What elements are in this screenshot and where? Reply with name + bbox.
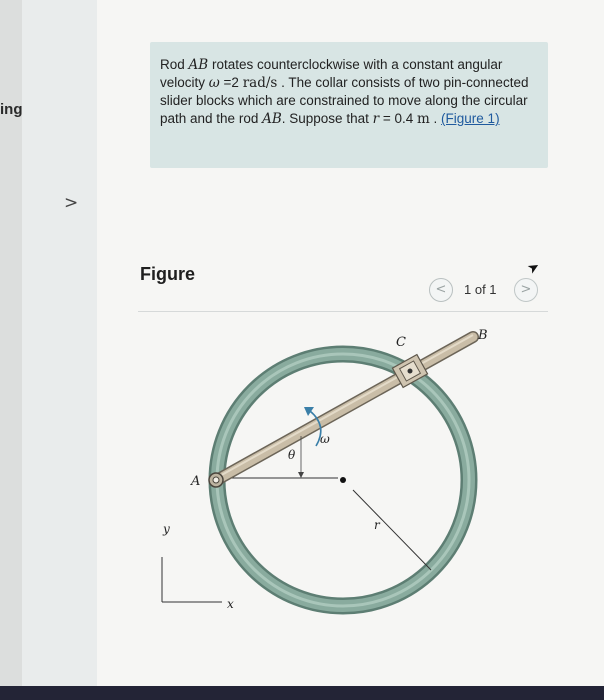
radius-label: r — [374, 518, 380, 532]
omega-label: ω — [320, 432, 330, 446]
x-axis-label: x — [227, 597, 234, 611]
problem-text-5: . Suppose that — [281, 111, 373, 126]
sidebar-label[interactable]: ing — [0, 101, 23, 118]
problem-text-3: =2 — [219, 75, 243, 90]
prev-figure-button[interactable]: < — [429, 278, 453, 302]
omega-symbol: ω — [208, 75, 220, 91]
y-axis-label: y — [163, 522, 170, 536]
problem-text-6: = 0.4 — [379, 111, 417, 126]
problem-text-1: Rod — [160, 57, 189, 72]
page-indicator: 1 of 1 — [464, 282, 497, 297]
bottom-taskbar — [0, 686, 604, 700]
problem-text-4: . The collar consists of two pin-connected slider blocks which are constrained to move along the circular path and the rod — [160, 75, 529, 126]
figure-link[interactable]: (Figure 1) — [441, 111, 500, 126]
point-b-label: B — [478, 328, 488, 343]
problem-text-7: . — [429, 111, 442, 126]
figure-divider — [138, 311, 548, 312]
next-figure-button[interactable]: > — [514, 278, 538, 302]
radius-unit: m — [416, 111, 430, 127]
rod-symbol-2: AB — [262, 111, 282, 127]
theta-label: θ — [288, 448, 296, 462]
problem-text-2: rotates counterclockwise with a constant angular velocity — [160, 57, 503, 90]
problem-statement-box — [150, 42, 548, 168]
radius-line — [353, 490, 431, 570]
figure-title: Figure — [140, 264, 196, 284]
pin-a-center — [213, 477, 219, 483]
angular-velocity-unit: rad/s — [242, 75, 278, 91]
point-c-label: C — [396, 335, 406, 350]
point-a-label: A — [191, 474, 201, 489]
angular-velocity-arrowhead — [304, 407, 314, 416]
mechanism-figure — [140, 318, 520, 618]
radius-symbol: r — [372, 111, 380, 127]
theta-arrowhead — [298, 472, 304, 478]
problem-statement — [160, 56, 540, 128]
center-point — [340, 477, 346, 483]
expand-chevron-icon[interactable]: > — [64, 193, 79, 213]
rod-symbol: AB — [188, 57, 209, 73]
mouse-cursor-icon: ➤ — [524, 258, 543, 278]
